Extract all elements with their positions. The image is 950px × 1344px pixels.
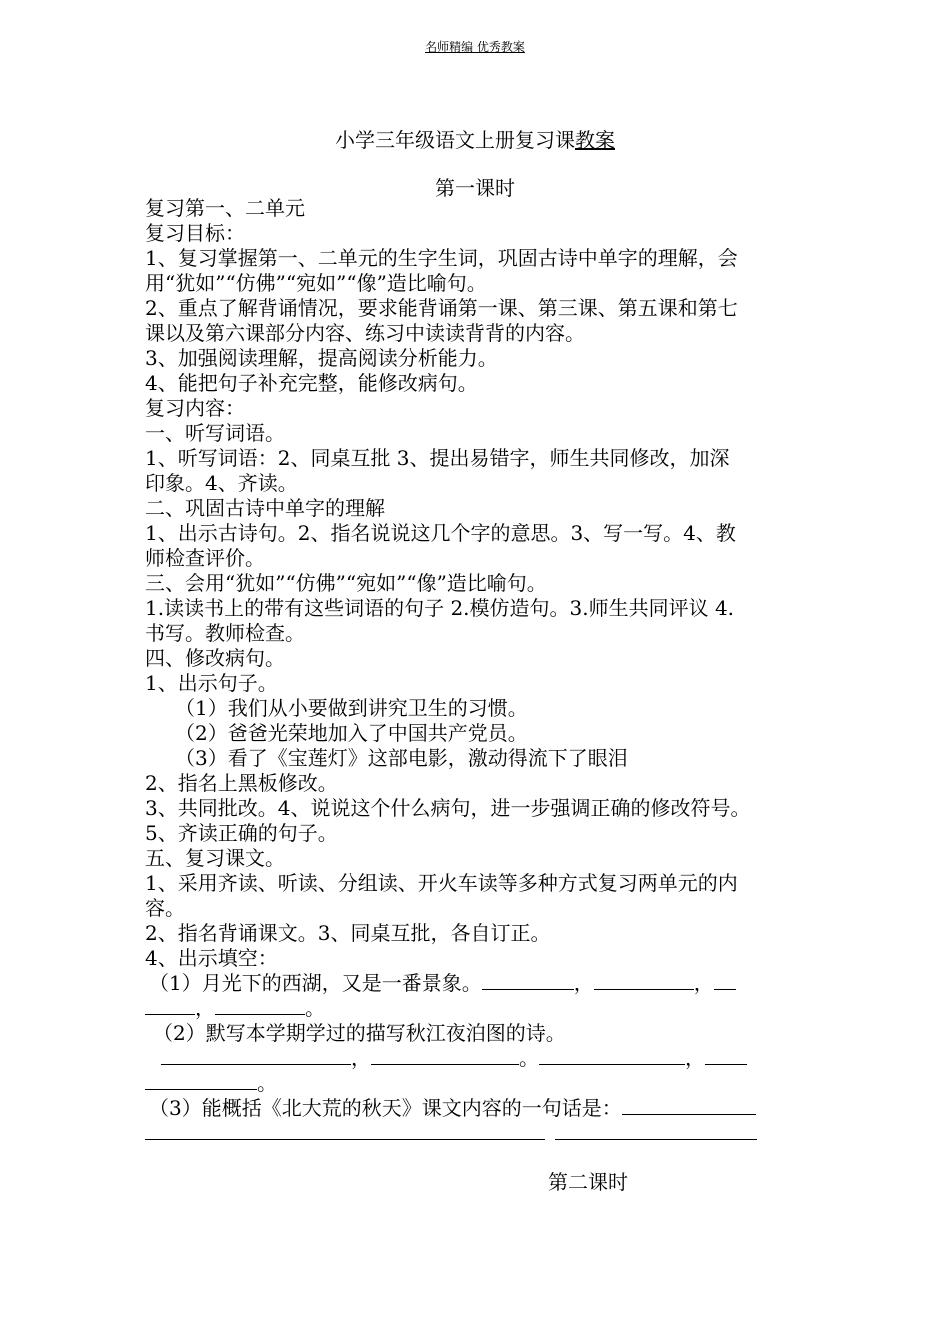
blank-line[interactable] [555, 1121, 757, 1140]
text-line: 4、出示填空： [145, 946, 278, 970]
text-line: 课以及第六课部分内容、练习中读读背背的内容。 [145, 321, 585, 345]
blank-line[interactable] [371, 1046, 519, 1065]
text-line: 1、出示古诗句。2、指名说说这几个字的意思。3、写一写。4、教 [145, 521, 736, 545]
text-line: 4、能把句子补充完整，能修改病句。 [145, 371, 478, 395]
blank-line[interactable] [145, 1121, 545, 1140]
blank-line[interactable] [145, 1071, 257, 1090]
blank-line[interactable] [161, 1046, 351, 1065]
document-title [0, 124, 950, 153]
lesson-2-heading: 第二课时 [548, 1170, 628, 1194]
title-main: 小学三年级语文上册复习课 [335, 128, 575, 152]
blank-line[interactable] [145, 996, 195, 1015]
text-line: 1.读读书上的带有这些词语的句子 2.模仿造句。3.师生共同评议 4. [145, 596, 735, 620]
text-line: 五、复习课文。 [145, 846, 285, 870]
text-line: 用“犹如”“仿佛”“宛如”“像”造比喻句。 [145, 271, 487, 295]
text-line: 一、听写词语。 [145, 421, 285, 445]
text-line: 1、采用齐读、听读、分组读、开火车读等多种方式复习两单元的内 [145, 871, 738, 895]
text-line: 5、齐读正确的句子。 [145, 821, 338, 845]
blank-line[interactable] [714, 971, 736, 990]
fill-in-2-blanks: ， 。 ， [145, 1046, 810, 1071]
blank-line[interactable] [705, 1046, 747, 1065]
text-line: 四、修改病句。 [145, 646, 285, 670]
lesson-1-heading: 第一课时 [435, 176, 515, 200]
text-line: 书写。教师检查。 [145, 621, 305, 645]
text-line: 师检查评价。 [145, 546, 265, 570]
blank-line[interactable] [594, 971, 694, 990]
text-line: 复习内容： [145, 396, 245, 420]
blank-line[interactable] [215, 996, 305, 1015]
text-line: 容。 [145, 896, 185, 920]
blank-line[interactable] [622, 1096, 756, 1115]
title-tail: 教案 [575, 128, 615, 152]
fill-in-1-cont: ， 。 [145, 996, 810, 1021]
text-line: 二、巩固古诗中单字的理解 [145, 496, 385, 520]
text-line: 1、复习掌握第一、二单元的生字生词，巩固古诗中单字的理解，会 [145, 246, 738, 270]
fill-in-2: （2）默写本学期学过的描写秋江夜泊图的诗。 [153, 1021, 566, 1045]
page-header: 名师精编 优秀教案 [425, 40, 525, 54]
lesson-content [145, 196, 810, 1146]
text-line: 复习第一、二单元 [145, 196, 305, 220]
blank-line[interactable] [482, 971, 574, 990]
text-line: 1、出示句子。 [145, 671, 278, 695]
fill-in-2-cont: 。 [145, 1071, 810, 1096]
text-line: 2、重点了解背诵情况，要求能背诵第一课、第三课、第五课和第七 [145, 296, 738, 320]
faulty-sentence: （1）我们从小要做到讲究卫生的习惯。 [175, 696, 528, 720]
fill-in-3-cont [145, 1121, 810, 1146]
faulty-sentence: （3）看了《宝莲灯》这部电影，激动得流下了眼泪 [175, 746, 628, 770]
blank-line[interactable] [539, 1046, 685, 1065]
fill-in-3: （3）能概括《北大荒的秋天》课文内容的一句话是： [145, 1096, 810, 1121]
faulty-sentence: （2）爸爸光荣地加入了中国共产党员。 [175, 721, 528, 745]
text-line: 1、听写词语：2、同桌互批 3、提出易错字，师生共同修改，加深 [145, 446, 730, 470]
fill-in-1: （1）月光下的西湖，又是一番景象。 ， ， [145, 971, 810, 996]
text-line: 2、指名上黑板修改。 [145, 771, 338, 795]
text-line: 3、加强阅读理解，提高阅读分析能力。 [145, 346, 498, 370]
text-line: 三、会用“犹如”“仿佛”“宛如”“像”造比喻句。 [145, 571, 547, 595]
text-line: 3、共同批改。4、说说这个什么病句，进一步强调正确的修改符号。 [145, 796, 751, 820]
text-line: 2、指名背诵课文。3、同桌互批，各自订正。 [145, 921, 551, 945]
text-line: 复习目标： [145, 221, 245, 245]
text-line: 印象。4、齐读。 [145, 471, 298, 495]
